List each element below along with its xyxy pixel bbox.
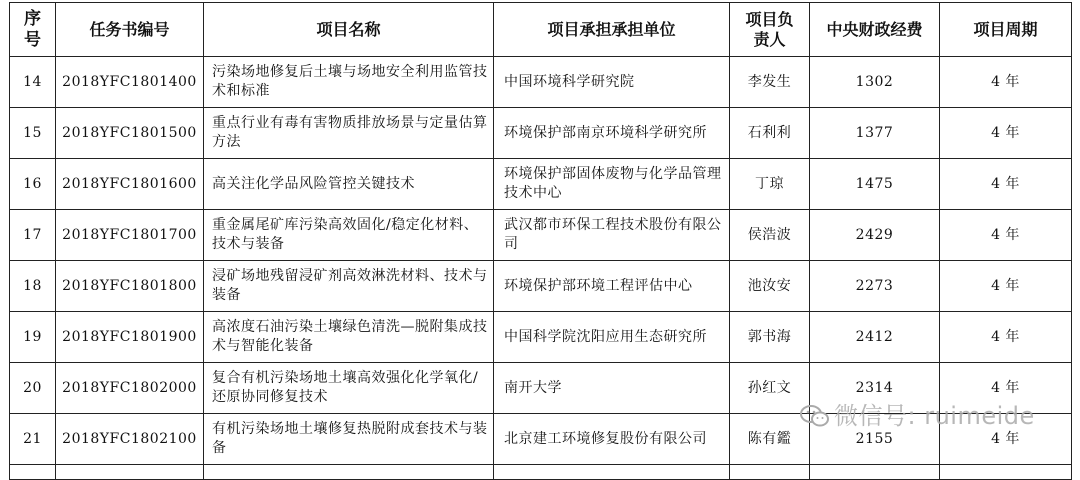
table-row [10,210,1072,261]
cell-period: 4 年 [940,210,1072,261]
cell-name: 复合有机污染场地土壤高效强化化学氧化/还原协同修复技术 [204,363,494,414]
cell-unit: 南开大学 [494,363,730,414]
cell-code: 2018YFC1801400 [56,57,204,108]
cell-period: 4 年 [940,363,1072,414]
cell-name: 高浓度石油污染土壤绿色清洗—脱附集成技术与智能化装备 [204,312,494,363]
cell-partial [10,465,56,480]
cell-no: 20 [10,363,56,414]
cell-period: 4 年 [940,312,1072,363]
wechat-icon [800,404,830,428]
cell-partial [56,465,204,480]
cell-leader: 池汝安 [730,261,810,312]
cell-funding: 1302 [810,57,940,108]
cell-code: 2018YFC1801800 [56,261,204,312]
header-code: 任务书编号 [56,3,204,57]
cell-period: 4 年 [940,108,1072,159]
cell-unit: 环境保护部固体废物与化学品管理技术中心 [494,159,730,210]
cell-funding: 2429 [810,210,940,261]
cell-unit: 中国科学院沈阳应用生态研究所 [494,312,730,363]
cell-leader: 丁琼 [730,159,810,210]
cell-funding: 2314 [810,363,940,414]
cell-no: 15 [10,108,56,159]
table-row [10,312,1072,363]
header-no: 序号 [10,3,56,57]
cell-no: 19 [10,312,56,363]
header-period: 项目周期 [940,3,1072,57]
cell-name: 污染场地修复后土壤与场地安全利用监管技术和标准 [204,57,494,108]
cell-unit: 中国环境科学研究院 [494,57,730,108]
cell-leader: 石利利 [730,108,810,159]
cell-funding: 1475 [810,159,940,210]
cell-name: 高关注化学品风险管控关键技术 [204,159,494,210]
cell-funding: 1377 [810,108,940,159]
cell-code: 2018YFC1802100 [56,414,204,465]
cell-partial [494,465,730,480]
cell-no: 17 [10,210,56,261]
cell-no: 18 [10,261,56,312]
header-leader: 项目负责人 [730,3,810,57]
cell-leader: 陈有鑑 [730,414,810,465]
cell-code: 2018YFC1801900 [56,312,204,363]
cell-name: 浸矿场地残留浸矿剂高效淋洗材料、技术与装备 [204,261,494,312]
table-row-partial [10,465,1072,480]
watermark [800,396,1035,431]
table-row [10,159,1072,210]
cell-funding: 2155 [810,414,940,465]
cell-period: 4 年 [940,261,1072,312]
table-row [10,261,1072,312]
cell-unit: 北京建工环境修复股份有限公司 [494,414,730,465]
cell-leader: 孙红文 [730,363,810,414]
cell-code: 2018YFC1801500 [56,108,204,159]
cell-unit: 环境保护部南京环境科学研究所 [494,108,730,159]
table-row [10,57,1072,108]
cell-leader: 郭书海 [730,312,810,363]
cell-period: 4 年 [940,414,1072,465]
cell-funding: 2412 [810,312,940,363]
cell-partial [204,465,494,480]
watermark-text: 微信号: ruimeide [834,402,1035,430]
header-funding: 中央财政经费 [810,3,940,57]
cell-partial [810,465,940,480]
cell-period: 4 年 [940,57,1072,108]
cell-partial [730,465,810,480]
cell-name: 重点行业有毒有害物质排放场景与定量估算方法 [204,108,494,159]
cell-unit: 环境保护部环境工程评估中心 [494,261,730,312]
table-row [10,108,1072,159]
cell-no: 16 [10,159,56,210]
cell-code: 2018YFC1802000 [56,363,204,414]
cell-code: 2018YFC1801700 [56,210,204,261]
cell-name: 有机污染场地土壤修复热脱附成套技术与装备 [204,414,494,465]
cell-name: 重金属尾矿库污染高效固化/稳定化材料、技术与装备 [204,210,494,261]
cell-leader: 李发生 [730,57,810,108]
header-name: 项目名称 [204,3,494,57]
cell-no: 14 [10,57,56,108]
table-header-row [10,3,1072,57]
cell-partial [940,465,1072,480]
cell-funding: 2273 [810,261,940,312]
header-unit: 项目承担承担单位 [494,3,730,57]
cell-code: 2018YFC1801600 [56,159,204,210]
cell-unit: 武汉都市环保工程技术股份有限公司 [494,210,730,261]
cell-period: 4 年 [940,159,1072,210]
cell-no: 21 [10,414,56,465]
cell-leader: 侯浩波 [730,210,810,261]
